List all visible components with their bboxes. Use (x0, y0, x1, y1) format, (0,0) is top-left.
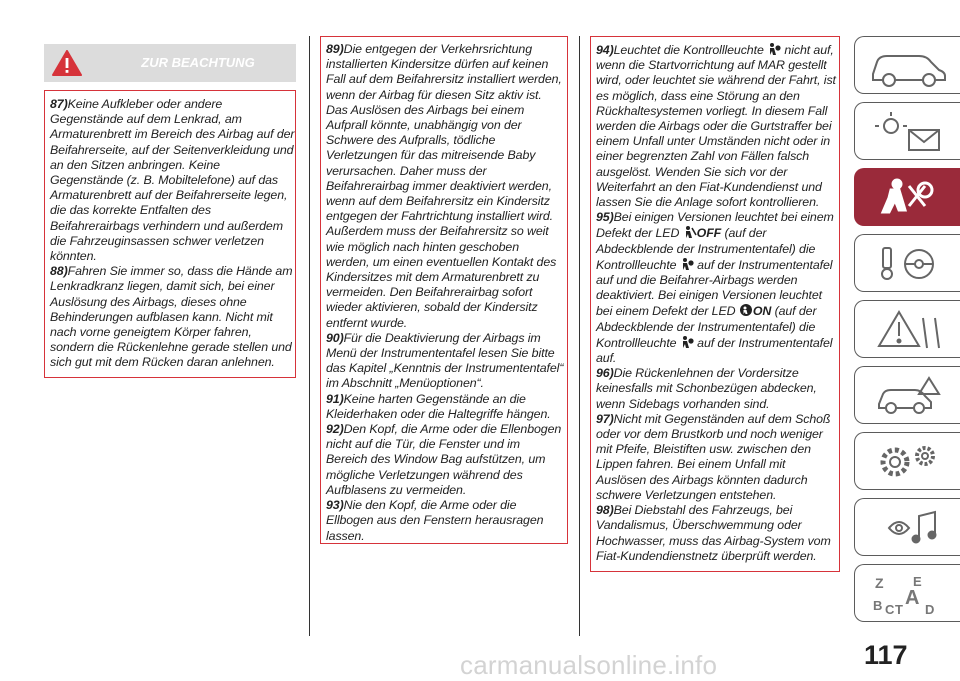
car-icon (869, 44, 949, 88)
warning-triangle-icon (52, 50, 82, 76)
sidebar-tab-start[interactable] (854, 234, 960, 292)
warning-road-icon (869, 308, 949, 352)
maintenance-gears-icon (869, 440, 949, 484)
airbag-seat-icon (869, 176, 949, 220)
sidebar-tab-multimedia[interactable] (854, 498, 960, 556)
warning-header (44, 44, 296, 82)
sidebar-tab-car[interactable] (854, 36, 960, 94)
column-divider-1 (309, 36, 310, 636)
alphabet-index-icon (869, 572, 949, 616)
index-letter: A (905, 587, 920, 609)
note-92: 92)Den Kopf, die Arme oder die Ellenbogen nicht auf die Tür, die Fenster und im Bereich des Window Bag aufstützen, um mögliche Verletzungen während des Aufblasens zu vermeiden. (326, 422, 562, 497)
sidebar-tab-index[interactable] (854, 564, 960, 622)
warning-title: ZUR BEACHTUNG (141, 55, 255, 70)
airbag-warning-light-icon (680, 257, 694, 271)
note-90: 90)Für die Deaktivierung der Airbags im Menü der Instrumententafel lesen Sie bitte das Kapitel „Kenntnis der Instrumententafel“ im Abschnitt „Menüoptionen“. (326, 330, 564, 391)
airbag-warning-light-icon (767, 42, 781, 56)
airbag-warning-light-icon (680, 335, 694, 349)
note-94: 94)Leuchtet die Kontrollleuchte nicht auf, wenn die Startvorrichtung auf MAR gestellt wird, oder leuchtet sie während der Fahrt, ist es möglich, dass eine Störung an den Rückhaltesystemen vorliegt. In diesem Fall werden die Airbags oder die Gurtstraffer bei einem Unfall unter Umständen nicht oder in einer begrenzten Zahl von Fällen falsch ausgelöst. Wenden Sie sich vor der Weiterfahrt an den Fiat-Kundendienst und lassen Sie die Anlage sofort kontrollieren. (596, 43, 836, 210)
index-letter: B (873, 598, 883, 613)
sidebar-tab-warnings[interactable] (854, 300, 960, 358)
note-91: 91)Keine harten Gegenstände an die Kleiderhaken oder die Haltegriffe hängen. (326, 391, 551, 421)
sidebar-tab-maintenance[interactable] (854, 432, 960, 490)
sidebar-tab-dashboard[interactable] (854, 102, 960, 160)
index-letter: T (895, 602, 903, 616)
note-88: 88)Fahren Sie immer so, dass die Hände am Lenkradkranz liegen, damit sich, bei einer Auslösung des Airbags, dieses ohne Behinderungen aufblasen kann. Nicht mit nach vorne geneigtem Körper fahren, sondern die Rückenlehne gerade stellen und sich gut mit dem Rücken daran anlehnen. (50, 264, 293, 370)
note-89: 89)Die entgegen der Verkehrsrichtung installierten Kindersitze dürfen auf keinen Fall auf dem Beifahrersitz installiert werden, wenn der Airbag für diesen Sitz aktiv ist. Das Auslösen des Airbags bei einem Aufprall könnte, unabhängig von der Schwere des Aufpralls, tödliche Verletzungen für das mitreisende Baby verursachen. Daher muss der Beifahrerairbag immer deaktiviert werden, wenn auf dem Beifahrersitz ein Kindersitz entgegen der Fahrtrichtung installiert wird. Außerdem muss der Beifahrersitz so weit wie möglich nach hinten geschoben werden, um einen eventuellen Kontakt des Kindersitzes mit dem Armaturenbrett zu vermeiden. Den Beifahrerairbag sofort wieder aktivieren, sobald der Kindersitz entfernt wurde. (326, 42, 562, 330)
note-93: 93)Nie den Kopf, die Arme oder die Ellbogen aus den Fenstern herausragen lassen. (326, 498, 544, 543)
index-letter: Z (875, 575, 884, 591)
dashboard-lights-icon (869, 110, 949, 154)
index-letter: E (913, 574, 922, 589)
index-letter: D (925, 602, 935, 616)
sidebar-tab-emergency[interactable] (854, 366, 960, 424)
note-98: 98)Bei Diebstahl des Fahrzeugs, bei Vandalismus, Überschwemmung oder Hochwasser, muss das Airbag-System vom Fiat-Kundendienstnetz überprüft werden. (596, 503, 831, 563)
index-letter: C (885, 602, 895, 616)
passenger-airbag-on-icon (739, 303, 753, 317)
sidebar-tab-safety[interactable] (854, 168, 960, 226)
note-96: 96)Die Rückenlehnen der Vordersitze keinesfalls mit Schonbezügen abdecken, wenn Sidebags vorhanden sind. (596, 366, 817, 411)
column-divider-2 (579, 36, 580, 636)
watermark: carmanualsonline.info (460, 650, 718, 680)
passenger-airbag-off-icon (683, 225, 697, 239)
page-number: 117 (864, 640, 908, 670)
warning-notes-left (50, 97, 295, 371)
multimedia-icon (869, 506, 949, 550)
key-steering-icon (869, 242, 949, 286)
note-87: 87)Keine Aufkleber oder andere Gegenstände auf dem Lenkrad, am Armaturenbrett im Bereich des Airbag auf der Beifahrerseite, auf der Seitenverkleidung und an den Sitzen anbringen. Keine Gegenstände (z. B. Mobiltelefone) auf das Armaturenbrett auf der Beifahrerseite legen, die das korrekte Entfalten des Beifahrerairbags verhindern und außerdem die Fahrzeuginsassen schwer verletzen könnten. (50, 97, 295, 264)
note-95: 95)Bei einigen Versionen leuchtet bei einem Defekt der LED OFF (auf der Abdeckblende der Instrumententafel) die Kontrollleuchte auf der Instrumententafel auf und die Beifahrer-Airbags werden deaktiviert. Bei einigen Versionen leuchtet bei einem Defekt der LED ON (auf der Abdeckblende der Instrumententafel) die Kontrollleuchte auf der Instrumententafel auf. (596, 210, 834, 366)
warning-notes-middle (326, 42, 564, 544)
warning-notes-right (596, 42, 836, 564)
hazard-car-icon (869, 374, 949, 418)
note-97: 97)Nicht mit Gegenständen auf dem Schoß oder vor dem Brustkorb und noch weniger mit Pfeife, Bleistiften usw. zwischen den Lippen fahren. Bei einem Unfall mit Auslösen des Airbags könnten dadurch schwere Verletzungen entstehen. (596, 411, 831, 502)
